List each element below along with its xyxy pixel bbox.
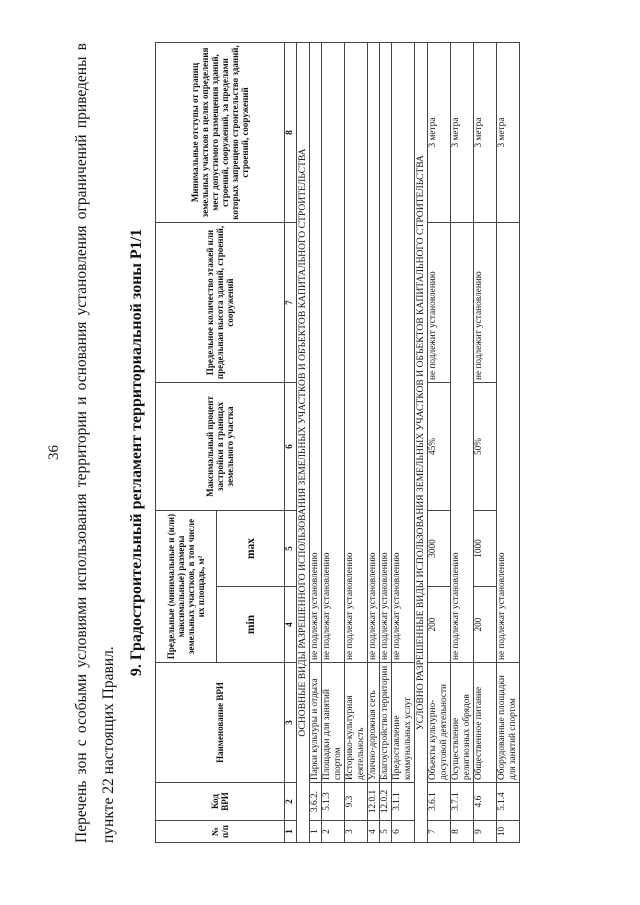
row-name: Предоставление коммунальных услуг: [392, 663, 415, 783]
col-number: 1: [285, 821, 297, 843]
section-conditional-title: УСЛОВНО РАЗРЕШЕННЫЕ ВИДЫ ИСПОЛЬЗОВАНИЯ ЗЕМЕЛЬНЫХ УЧАСТКОВ И ОБЪЕКТОВ КАПИТАЛЬНОГО СТРОИТЕЛЬСТВА: [415, 42, 428, 842]
header-percent: Максимальный процент застройки в границах земельного участка: [156, 382, 285, 510]
col-number: 3: [285, 663, 297, 783]
row-code: 4.6: [474, 783, 497, 821]
row-floors: не подлежит установлению: [428, 222, 451, 382]
row-code: 9.3: [345, 783, 368, 821]
row-value: не подлежат установлению: [497, 222, 520, 662]
row-name: Площадки для занятий спортом: [322, 663, 345, 783]
intro-paragraph: [68, 43, 122, 843]
row-code: 3.1.1: [392, 783, 415, 821]
row-num: 5: [380, 821, 392, 843]
row-value: не подлежат установлению: [392, 42, 415, 662]
row-num: 1: [310, 821, 322, 843]
row-value: не подлежат установлению: [380, 42, 392, 662]
row-code: 3.6.1: [428, 783, 451, 821]
header-min: min: [217, 587, 285, 663]
page-number: 36: [46, 445, 62, 460]
header-floors: Предельное количество этажей или предельная высота зданий, строений, сооружений: [156, 222, 285, 382]
regulation-table: [155, 42, 520, 843]
header-name: Наименование ВРИ: [156, 663, 285, 783]
row-code: 5.1.4: [497, 783, 520, 821]
row-num: 2: [322, 821, 345, 843]
table-row: [368, 42, 380, 842]
intro-line-2: пункте 22 настоящих Правил.: [100, 646, 117, 843]
row-percent: 45%: [428, 382, 451, 510]
row-floors: не подлежит установлению: [474, 222, 497, 382]
col-number: 7: [285, 222, 297, 382]
row-value: не подлежат установлению: [368, 42, 380, 662]
row-name: Общественное питание: [474, 663, 497, 783]
row-code: 12.0.1: [368, 783, 380, 821]
row-max: 3000: [428, 510, 451, 586]
col-number: 2: [285, 783, 297, 821]
table-row: [451, 42, 474, 842]
row-name: Осуществление религиозных обрядов: [451, 663, 474, 783]
row-code: 5.1.3: [322, 783, 345, 821]
table-row: [345, 42, 368, 842]
row-num: 4: [368, 821, 380, 843]
row-setback: 3 метра: [451, 42, 474, 222]
row-code: 3.7.1: [451, 783, 474, 821]
row-value: не подлежат установлению: [345, 42, 368, 662]
row-name: Улично-дорожная сеть: [368, 663, 380, 783]
row-name: Историко-культурная деятельность: [345, 663, 368, 783]
row-setback: 3 метра: [428, 42, 451, 222]
row-name: Благоустройство территории: [380, 663, 392, 783]
row-name: Оборудованные площадки для занятий спортом: [497, 663, 520, 783]
column-numbers-row: [285, 42, 297, 842]
header-max: max: [217, 510, 285, 586]
col-number: 5: [285, 510, 297, 586]
table-row: [322, 42, 345, 842]
col-number: 4: [285, 587, 297, 663]
row-num: 9: [474, 821, 497, 843]
section-main-title: ОСНОВНЫЕ ВИДЫ РАЗРЕШЕННОГО ИСПОЛЬЗОВАНИЯ ЗЕМЕЛЬНЫХ УЧАСТКОВ И ОБЪЕКТОВ КАПИТАЛЬНОГО СТРОИТЕЛЬСТВА: [297, 42, 310, 842]
table-row: [474, 42, 497, 842]
row-num: 6: [392, 821, 415, 843]
row-min: 200: [428, 587, 451, 663]
row-percent: 50%: [474, 382, 497, 510]
row-num: 8: [451, 821, 474, 843]
row-code: 3.6.2.: [310, 783, 322, 821]
row-value: не подлежат установлению: [310, 42, 322, 662]
table-row: [392, 42, 415, 842]
table-row: [310, 42, 322, 842]
header-code: Код ВРИ: [156, 783, 285, 821]
row-name: Парки культуры и отдыха: [310, 663, 322, 783]
col-number: 6: [285, 382, 297, 510]
row-value: не подлежат установлению: [451, 222, 474, 662]
row-code: 12.0.2: [380, 783, 392, 821]
row-num: 3: [345, 821, 368, 843]
header-num: № п/п: [156, 821, 285, 843]
row-name: Объекты культурно-досуговой деятельности: [428, 663, 451, 783]
table-row: [380, 42, 392, 842]
intro-line-1: Перечень зон с особыми условиями использования территории и основания установления ограничений приведены в: [73, 43, 90, 843]
row-num: 7: [428, 821, 451, 843]
table-row: [497, 42, 520, 842]
row-value: не подлежат установлению: [322, 42, 345, 662]
header-setback: Минимальные отступы от границ земельных участков в целях определения мест допустимого размещения зданий, строений, сооружений, за пределами которых запрещено строительство зданий, строений, сооружений: [156, 42, 285, 222]
row-num: 10: [497, 821, 520, 843]
row-min: 200: [474, 587, 497, 663]
row-max: 1000: [474, 510, 497, 586]
section-heading: 9. Градостроительный регламент территориальной зоны Р1/1: [128, 228, 145, 677]
row-setback: 3 метра: [474, 42, 497, 222]
table-row: [428, 42, 451, 842]
row-setback: 3 метра: [497, 42, 520, 222]
col-number: 8: [285, 42, 297, 222]
header-sizes: Предельные (минимальные и (или) максимальные) размеры земельных участков, в том числе их площадь, м²: [156, 510, 217, 662]
